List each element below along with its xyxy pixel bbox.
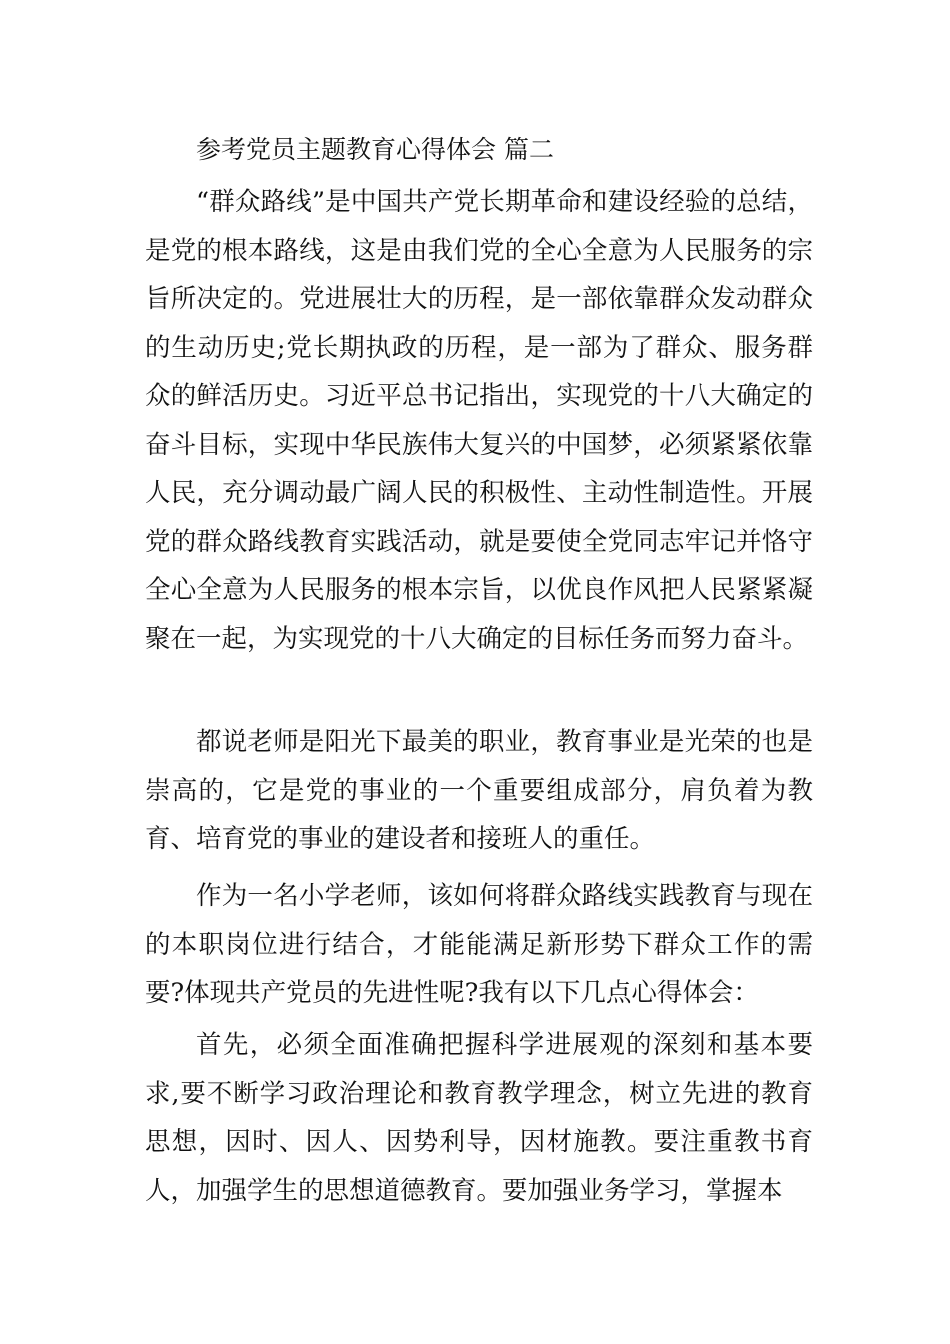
paragraph-first-point: 首先，必须全面准确把握科学进展观的深刻和基本要求,要不断学习政治理论和教育教学理念，树立先进的教育思想，因时、因人、因势利导，因材施教。要注重教书育人，加强学生的思想道德教育。要加强业务学习，掌握本 <box>145 1030 813 1206</box>
paragraph-mass-line: “群众路线”是中国共产党长期革命和建设经验的总结，是党的根本路线，这是由我们党的全心全意为人民服务的宗旨所决定的。党进展壮大的历程，是一部依靠群众发动群众的生动历史;党长期执政的历程，是一部为了群众、服务群众的鲜活历史。习近平总书记指出，实现党的十八大确定的奋斗目标，实现中华民族伟大复兴的中国梦，必须紧紧依靠人民，充分调动最广阔人民的积极性、主动性制造性。开展党的群众路线教育实践活动，就是要使全党同志牢记并恪守全心全意为人民服务的根本宗旨，以优良作风把人民紧紧凝聚在一起，为实现党的十八大确定的目标任务而努力奋斗。 <box>145 187 813 654</box>
document-title: 参考党员主题教育心得体会 篇二 <box>196 135 554 164</box>
paragraph-teacher-profession: 都说老师是阳光下最美的职业，教育事业是光荣的也是崇高的，它是党的事业的一个重要组成部分，肩负着为教育、培育党的事业的建设者和接班人的重任。 <box>145 727 813 854</box>
paragraph-teacher-role: 作为一名小学老师，该如何将群众路线实践教育与现在的本职岗位进行结合，才能能满足新形势下群众工作的需要?体现共产党员的先进性呢?我有以下几点心得体会： <box>145 881 813 1008</box>
